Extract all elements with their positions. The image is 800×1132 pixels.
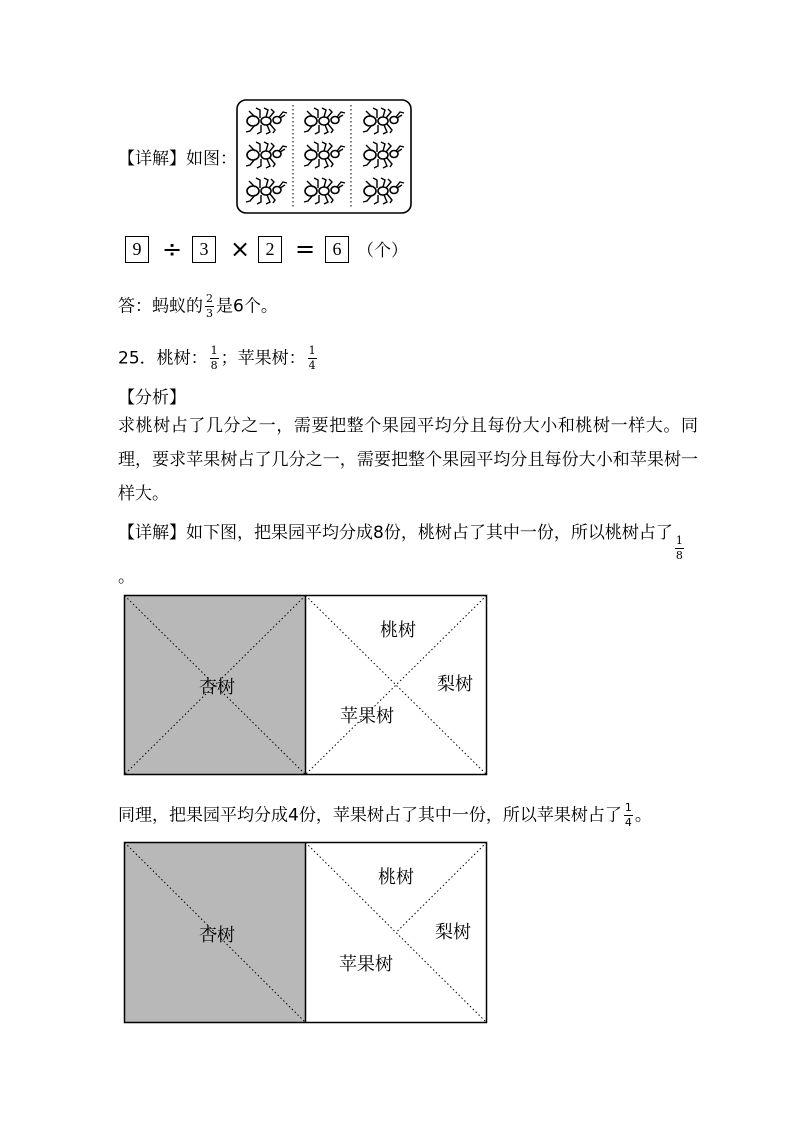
equation-box-1: 9 [125,236,149,263]
equals-sign: = [295,235,316,263]
ant-icon [246,108,287,134]
multiply-sign: × [230,235,251,263]
fraction-numerator: 1 [210,344,218,357]
orchard-figure-1 [123,594,489,778]
same-reason-text: 同理，把果园平均分成4份，苹果树占了其中一份，所以苹果树占了 [118,805,622,826]
fraction-denominator: 8 [210,359,218,372]
fraction-denominator: 3 [206,307,213,320]
equation-unit: （个） [357,241,408,261]
peach-label: 桃树 [380,620,416,641]
detail2-line [118,522,686,562]
ant-icon [304,142,345,168]
equation-box-2: 3 [192,236,216,263]
fraction-numerator: 2 [206,292,213,305]
ant-icon [246,142,287,168]
apricot-label: 杏树 [199,925,235,946]
q25-prefix: 25．桃树： [118,348,208,369]
ant-icon [363,142,404,168]
detail2-fraction [675,535,684,562]
orchard-figure-2 [123,841,489,1026]
peach-fraction [210,345,219,372]
equation-row [125,236,415,266]
ant-icon [246,178,287,204]
fraction-numerator: 1 [308,344,316,357]
fraction-denominator: 4 [624,816,632,829]
ant-icon [304,178,345,204]
apple-label: 苹果树 [339,954,393,975]
same-reason-fraction [624,802,633,829]
ant-icon [363,108,404,134]
answer-fraction [205,293,214,320]
fraction-denominator: 4 [308,359,316,372]
analysis-heading: 【分析】 [118,388,186,408]
ant-icon [304,108,345,134]
apricot-label: 杏树 [199,677,235,698]
apple-label: 苹果树 [340,706,394,727]
detail-label: 【详解】如图： [118,149,237,169]
pear-label: 梨树 [437,674,473,695]
equation-result-box: 6 [325,236,349,263]
fraction-numerator: 1 [675,534,683,547]
pear-label: 梨树 [435,922,471,943]
ant-icon [363,178,404,204]
answer-line [118,293,278,320]
ant-picture [236,99,412,214]
fraction-denominator: 8 [675,549,683,562]
same-reason-tail: 。 [634,805,652,826]
detail2-tail: 。 [118,567,135,587]
answer-suffix: 是6个。 [216,296,278,317]
detail2-text: 【详解】如下图，把果园平均分成8份，桃树占了其中一份，所以桃树占了 [118,523,673,543]
divide-sign: ÷ [162,235,183,263]
fraction-numerator: 1 [624,801,632,814]
equation-box-3: 2 [258,236,282,263]
same-reason-line [118,802,652,829]
answer-prefix: 答：蚂蚁的 [118,296,203,317]
peach-label: 桃树 [378,867,414,888]
apple-fraction [308,345,317,372]
q25-mid: ；苹果树： [220,348,306,369]
analysis-text: 求桃树占了几分之一，需要把整个果园平均分且每份大小和桃树一样大。同理，要求苹果树占了几分之一，需要把整个果园平均分且每份大小和苹果树一样大。 [118,416,698,504]
q25-line [118,345,319,372]
